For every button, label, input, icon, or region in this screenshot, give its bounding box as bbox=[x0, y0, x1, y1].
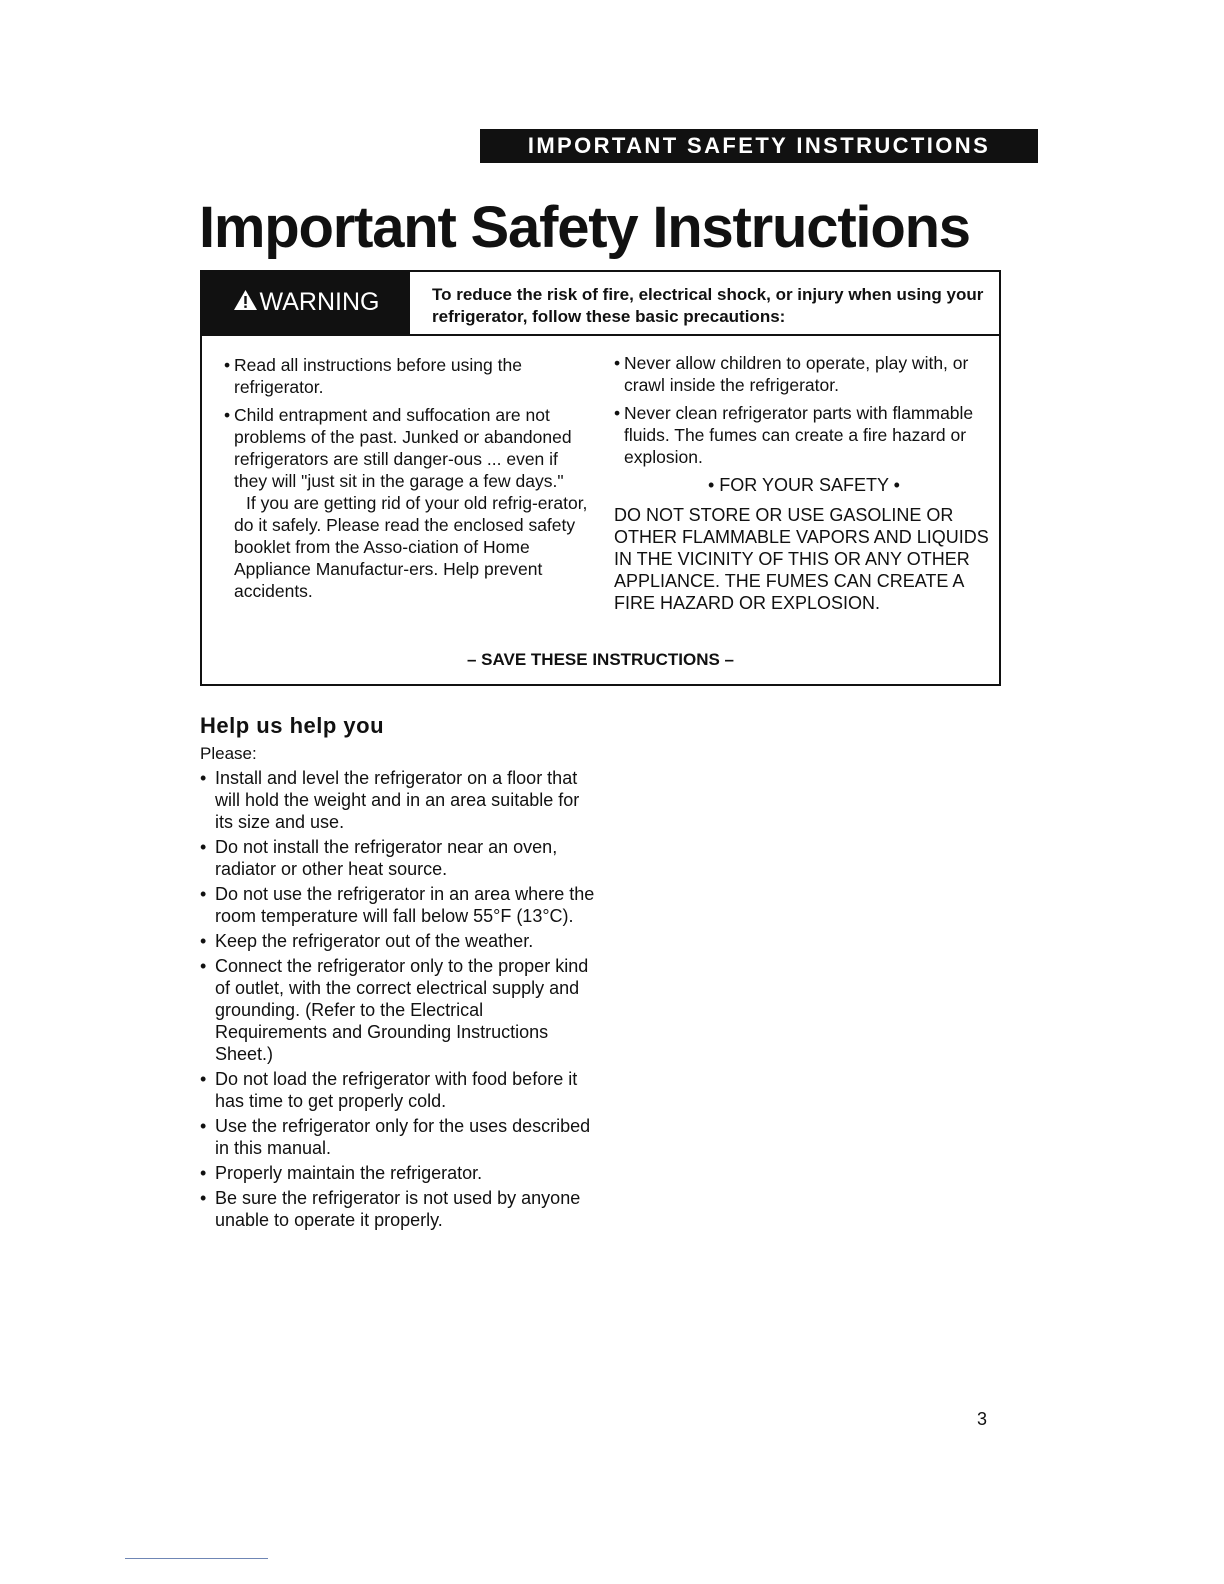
warning-label bbox=[202, 272, 410, 334]
list-item: • Do not load the refrigerator with food before it has time to get properly cold. bbox=[200, 1068, 600, 1112]
for-your-safety-heading: • FOR YOUR SAFETY • bbox=[708, 475, 900, 495]
warning-triangle-icon bbox=[233, 289, 258, 311]
save-instructions-line: – SAVE THESE INSTRUCTIONS – bbox=[466, 650, 734, 669]
page-title: Important Safety Instructions bbox=[199, 195, 970, 260]
list-item: • Properly maintain the refrigerator. bbox=[200, 1162, 600, 1184]
warning-left-column bbox=[224, 354, 594, 602]
disposal-paragraph: If you are getting rid of your old refrig-erator, do it safely. Please read the enclosed safety booklet from the Asso-ciation of Home Appliance Manufactur-ers. Help prevent accidents. bbox=[234, 493, 588, 601]
list-item: • Read all instructions before using the refrigerator. bbox=[224, 354, 594, 398]
footer-rule bbox=[125, 1558, 268, 1559]
list-item: • Do not use the refrigerator in an area where the room temperature will fall below 55°F (13°C). bbox=[200, 883, 600, 927]
for-your-safety-body: DO NOT STORE OR USE GASOLINE OR OTHER FLAMMABLE VAPORS AND LIQUIDS IN THE VICINITY OF THIS OR ANY OTHER APPLIANCE. THE FUMES CAN CREATE A FIRE HAZARD OR EXPLOSION. bbox=[614, 505, 989, 613]
list-item: • Install and level the refrigerator on a floor that will hold the weight and in an area suitable for its size and use. bbox=[200, 767, 600, 833]
warning-label-text: WARNING bbox=[259, 288, 380, 316]
warning-intro: To reduce the risk of fire, electrical shock, or injury when using your refrigerator, follow these basic precautions: bbox=[432, 285, 984, 326]
section-tab: IMPORTANT SAFETY INSTRUCTIONS bbox=[480, 129, 1038, 163]
help-intro: Please: bbox=[200, 744, 257, 763]
list-item: • Never allow children to operate, play with, or crawl inside the refrigerator. bbox=[614, 352, 994, 396]
list-item: • Do not install the refrigerator near an oven, radiator or other heat source. bbox=[200, 836, 600, 880]
list-item: • Connect the refrigerator only to the proper kind of outlet, with the correct electrical supply and grounding. (Refer to the Electrical Requirements and Grounding Instructions Sheet.) bbox=[200, 955, 600, 1065]
warning-left-list bbox=[224, 354, 594, 492]
warning-right-list bbox=[614, 352, 994, 468]
list-item: • Keep the refrigerator out of the weather. bbox=[200, 930, 600, 952]
warning-right-column bbox=[614, 352, 994, 614]
list-item: • Never clean refrigerator parts with flammable fluids. The fumes can create a fire hazard or explosion. bbox=[614, 402, 994, 468]
warning-box bbox=[200, 270, 1001, 686]
help-list bbox=[200, 767, 600, 1231]
list-item: • Child entrapment and suffocation are not problems of the past. Junked or abandoned refrigerators are still danger-ous ... even if they will "just sit in the garage a few days." bbox=[224, 404, 594, 492]
list-item: • Be sure the refrigerator is not used by anyone unable to operate it properly. bbox=[200, 1187, 600, 1231]
page-number: 3 bbox=[977, 1409, 988, 1429]
help-section bbox=[200, 712, 600, 1234]
help-heading: Help us help you bbox=[200, 713, 385, 738]
list-item: • Use the refrigerator only for the uses described in this manual. bbox=[200, 1115, 600, 1159]
warning-header bbox=[202, 272, 999, 336]
